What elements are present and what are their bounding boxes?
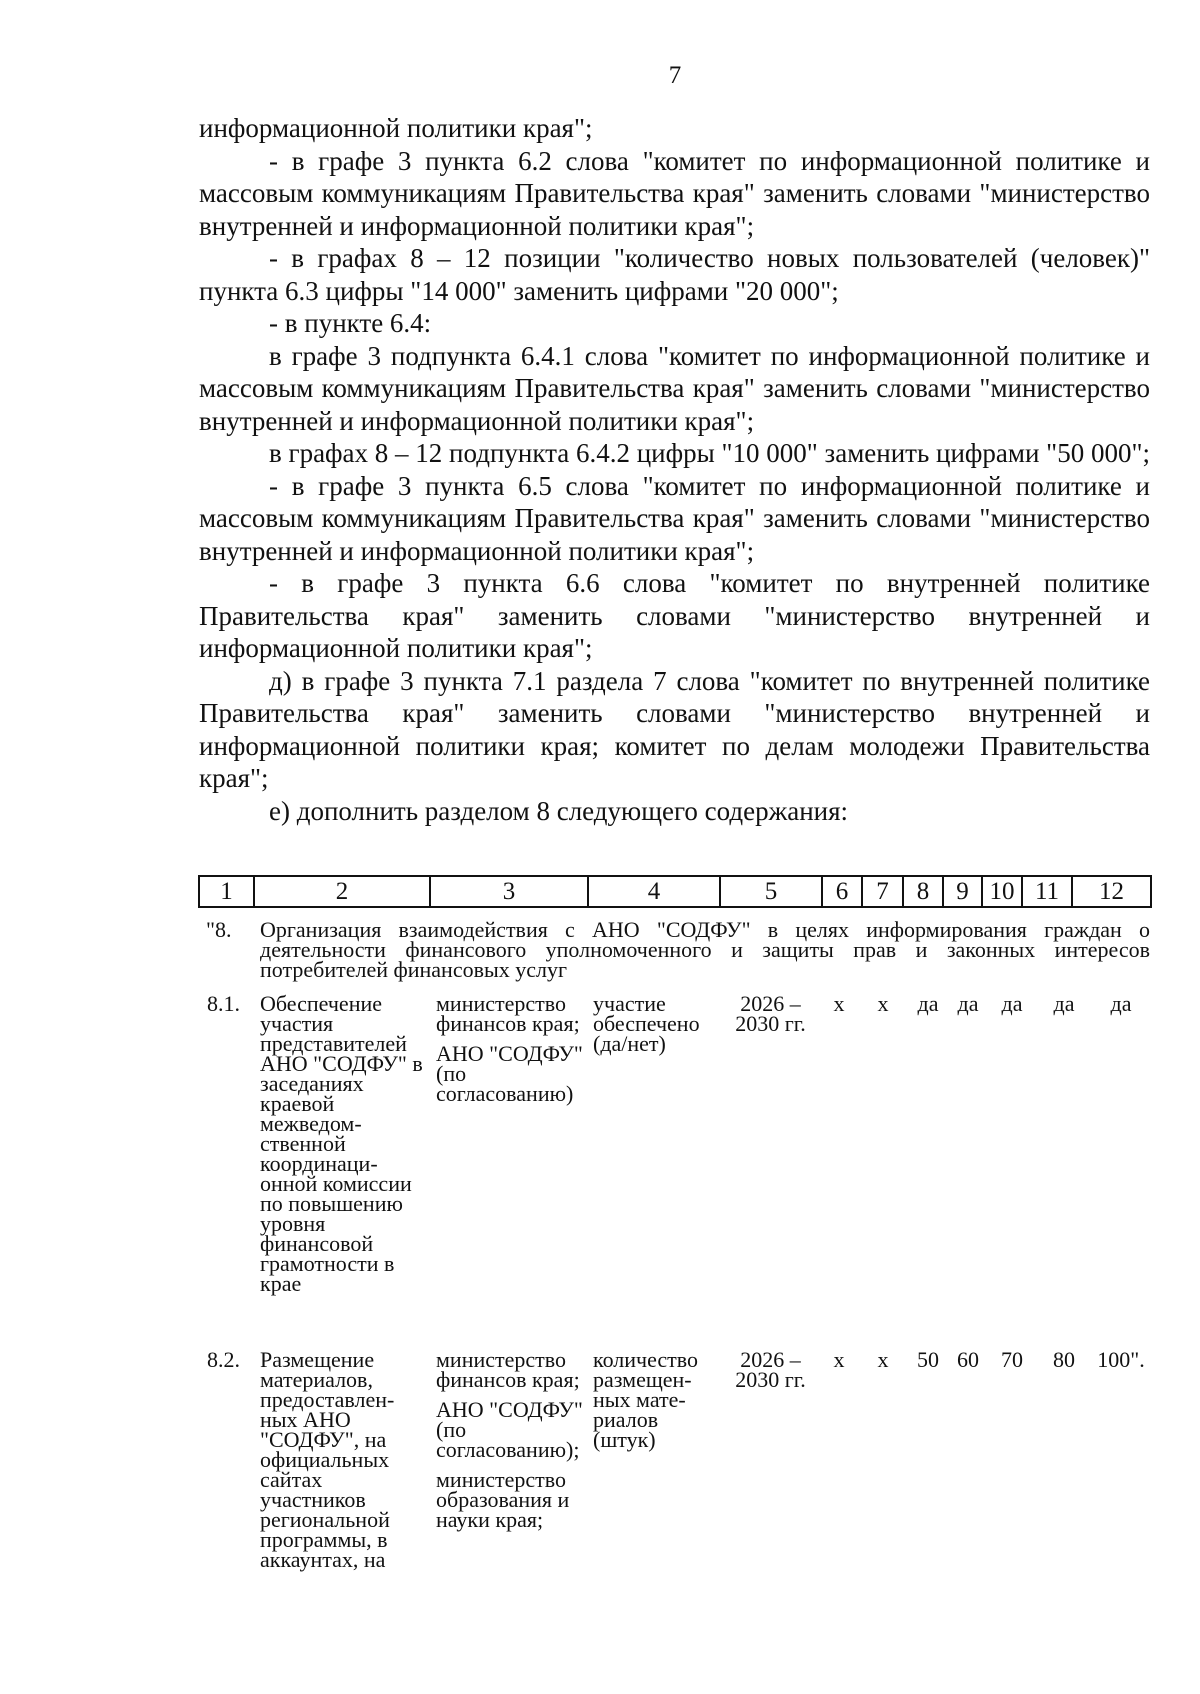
row-value: 70 — [1001, 1347, 1023, 1372]
row-value: 80 — [1053, 1347, 1075, 1372]
executor-item: АНО "СОДФУ" (по согласованию) — [436, 1041, 583, 1106]
header-cell: 8 — [904, 877, 944, 906]
row-number: 8.2. — [207, 1347, 240, 1372]
row-value: х — [833, 1347, 845, 1372]
row-value: 100". — [1097, 1347, 1145, 1372]
row-indicator: количество размещен-ных мате-риалов (штук) — [593, 1347, 699, 1452]
page-number: 7 — [668, 62, 682, 89]
section-number: "8. — [206, 917, 232, 942]
row-executor — [436, 1347, 596, 1540]
row-number: 8.1. — [207, 991, 240, 1016]
paragraph: д) в графе 3 пункта 7.1 раздела 7 слова "комитет по внутренней политике Правительства края" заменить словами "министерство внутренней и информационной политики края; комитет по делам молодежи Правительства края"; — [199, 665, 1150, 793]
paragraph: е) дополнить разделом 8 следующего содержания: — [269, 795, 849, 826]
header-cell: 7 — [863, 877, 904, 906]
row-value: да — [1001, 991, 1023, 1016]
row-value: да — [957, 991, 979, 1016]
paragraph: в графах 8 – 12 подпункта 6.4.2 цифры "10 000" заменить цифрами "50 000"; — [269, 438, 1150, 468]
paragraph: в графе 3 подпункта 6.4.1 слова "комитет по информационной политике и массовым коммуникациям Правительства края" заменить словами "министерство внутренней и информационной политики края"; — [199, 340, 1150, 436]
row-value: х — [877, 991, 889, 1016]
row-value: да — [1110, 991, 1132, 1016]
row-value: х — [833, 991, 845, 1016]
row-name: Обеспечение участия представителей АНО "СОДФУ" в заседаниях краевой межведом-ственной координаци-онной комиссии по повышению уровня финансовой грамотности в крае — [260, 991, 423, 1296]
row-term: 2026 – 2030 гг. — [735, 991, 806, 1036]
row-value: да — [1053, 991, 1075, 1016]
paragraph: - в пункте 6.4: — [269, 308, 432, 338]
row-value: х — [877, 1347, 889, 1372]
header-cell: 5 — [721, 877, 823, 906]
executor-item: министерство образования и науки края; — [436, 1467, 570, 1532]
paragraph: - в графе 3 пункта 6.6 слова "комитет по внутренней политике Правительства края" заменить словами "министерство внутренней и информационной политики края"; — [199, 568, 1150, 663]
row-executor — [436, 991, 596, 1114]
header-cell: 10 — [983, 877, 1023, 906]
row-value: да — [917, 991, 939, 1016]
header-cell: 3 — [431, 877, 589, 906]
row-value: 60 — [957, 1347, 979, 1372]
executor-item: министерство финансов края; — [436, 1347, 580, 1392]
row-term: 2026 – 2030 гг. — [735, 1347, 806, 1392]
header-cell: 1 — [200, 877, 255, 906]
executor-item: министерство финансов края; — [436, 991, 580, 1036]
header-cell: 6 — [823, 877, 863, 906]
header-cell: 12 — [1099, 877, 1124, 905]
row-value: 50 — [917, 1347, 939, 1372]
header-cell: 2 — [255, 877, 431, 906]
table-header-row — [198, 875, 1152, 908]
paragraph: - в графах 8 – 12 позиции "количество новых пользователей (человек)" пункта 6.3 цифры "14 000" заменить цифрами "20 000"; — [199, 243, 1150, 306]
paragraph: - в графе 3 пункта 6.2 слова "комитет по информационной политике и массовым коммуникациям Правительства края" заменить словами "министерство внутренней и информационной политики края"; — [199, 145, 1150, 241]
row-name: Размещение материалов, предоставлен-ных АНО "СОДФУ", на официальных сайтах участников региональной программы, в аккаунтах, на — [260, 1347, 395, 1572]
executor-item: АНО "СОДФУ" (по согласованию); — [436, 1397, 583, 1462]
row-indicator: участие обеспечено (да/нет) — [593, 991, 700, 1056]
paragraph: информационной политики края"; — [199, 113, 593, 143]
section-title: Организация взаимодействия с АНО "СОДФУ" в целях информирования граждан о деятельности финансового уполномоченного и защиты прав и законных интересов потребителей финансовых услуг — [260, 917, 1150, 982]
header-cell: 11 — [1023, 877, 1073, 906]
header-cell: 9 — [944, 877, 983, 906]
paragraph: - в графе 3 пункта 6.5 слова "комитет по информационной политике и массовым коммуникациям Правительства края" заменить словами "министерство внутренней и информационной политики края"; — [199, 470, 1150, 566]
header-cell: 4 — [589, 877, 721, 906]
body-text — [199, 112, 1150, 827]
